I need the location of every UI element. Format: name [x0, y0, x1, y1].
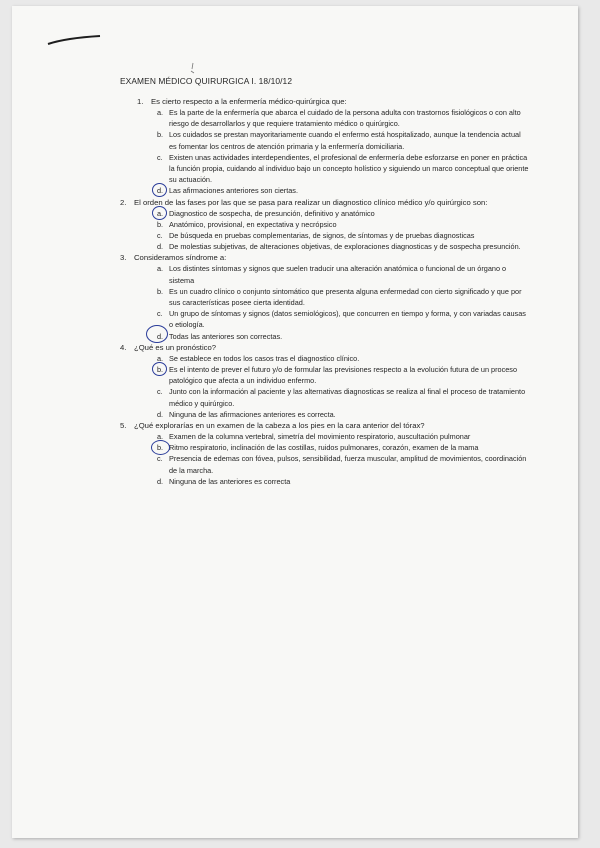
option-text: Existen unas actividades interdependientes, el profesional de enfermería debe esforzarse en poner en práctica la función propia, cuidando al individuo bajo un concepto holístico y siguiendo un marco conceptual que oriente su actuación.	[169, 152, 529, 185]
option-a[interactable]	[120, 431, 530, 442]
scanned-page	[12, 6, 578, 838]
option-text: Junto con la información al paciente y las alternativas diagnosticas se realiza al final el proceso de tratamiento médico y quirúrgico.	[169, 387, 526, 408]
option-b[interactable]	[120, 364, 530, 386]
question-number: 3.	[120, 253, 127, 263]
option-a[interactable]	[137, 107, 530, 129]
option-text: Es el intento de prever el futuro y/o de formular las previsiones respecto a la evolución futura de un proceso patológico que afecta a un individuo enfermo.	[169, 365, 518, 386]
option-letter: c.	[157, 231, 163, 241]
option-a[interactable]	[120, 353, 530, 364]
option-letter: d.	[157, 476, 164, 486]
small-pen-mark	[188, 62, 198, 76]
option-list	[120, 208, 530, 253]
option-text: Se establece en todos los casos tras el diagnostico clínico.	[169, 353, 360, 363]
option-list	[120, 431, 530, 487]
option-c[interactable]	[120, 386, 530, 408]
option-letter: b.	[157, 365, 164, 375]
option-text: Ritmo respiratorio, inclinación de las costillas, ruidos pulmonares, corazón, examen de la mama	[169, 443, 479, 453]
option-d[interactable]	[120, 409, 530, 420]
option-letter: b.	[157, 219, 164, 229]
question-number: 1.	[137, 97, 144, 106]
option-list	[120, 353, 530, 420]
question-number: 4.	[120, 342, 127, 352]
option-text: Todas las anteriores son correctas.	[169, 331, 283, 341]
option-letter: d.	[157, 242, 164, 252]
option-d[interactable]	[120, 331, 530, 342]
option-c[interactable]	[120, 308, 530, 330]
option-b[interactable]	[120, 442, 530, 453]
option-text: Ninguna de las anteriores es correcta	[169, 476, 291, 486]
question-text: Consideramos síndrome a:	[134, 253, 227, 263]
option-text: Presencia de edemas con fóvea, pulsos, sensibilidad, fuerza muscular, amplitud de movimientos, coordinación de la marcha.	[169, 454, 527, 475]
option-c[interactable]	[137, 152, 530, 186]
question-3	[120, 252, 530, 341]
option-text: De molestias subjetivas, de alteraciones objetivas, de exploraciones diagnosticas y de sospecha presunción.	[169, 242, 521, 252]
option-letter: d.	[157, 186, 164, 196]
question-1	[137, 96, 530, 197]
option-letter: c.	[157, 387, 163, 397]
question-text: ¿Qué explorarías en un examen de la cabeza a los pies en la cara anterior del tórax?	[134, 421, 425, 431]
option-d[interactable]	[137, 185, 530, 196]
question-number: 5.	[120, 421, 127, 431]
option-c[interactable]	[120, 230, 530, 241]
option-text: Ninguna de las afirmaciones anteriores es correcta.	[169, 409, 336, 419]
option-letter: a.	[157, 264, 164, 274]
option-letter: d.	[157, 409, 164, 419]
pen-stroke-mark	[46, 30, 106, 50]
option-list	[137, 107, 530, 197]
option-letter: a.	[157, 432, 164, 442]
option-text: Las afirmaciones anteriores son ciertas.	[169, 186, 298, 196]
option-letter: a.	[157, 353, 164, 363]
question-text: El orden de las fases por las que se pasa para realizar un diagnostico clínico médico y/o quirúrgico son:	[134, 197, 488, 207]
exam-title: EXAMEN MÉDICO QUIRURGICA I. 18/10/12	[120, 76, 293, 86]
option-letter: b.	[157, 443, 164, 453]
option-b[interactable]	[137, 129, 530, 151]
option-d[interactable]	[120, 476, 530, 487]
option-text: Diagnostico de sospecha, de presunción, definitivo y anatómico	[169, 208, 375, 218]
option-text: Anatómico, provisional, en expectativa y necrópsico	[169, 219, 337, 229]
option-letter: d.	[157, 331, 164, 341]
option-text: Es un cuadro clínico o conjunto sintomático que presenta alguna enfermedad con cierto significado y que por sus características posee cierta identidad.	[169, 286, 522, 308]
question-4	[120, 342, 530, 420]
option-a[interactable]	[120, 263, 530, 285]
option-letter: c.	[157, 309, 163, 319]
option-a[interactable]	[120, 208, 530, 219]
question-5	[120, 420, 530, 487]
option-letter: b.	[157, 130, 164, 140]
option-text: Examen de la columna vertebral, simetría del movimiento respiratorio, auscultación pulmonar	[169, 432, 471, 442]
option-text: De búsqueda en pruebas complementarias, de signos, de síntomas y de pruebas diagnosticas	[169, 231, 475, 241]
option-text: Los cuidados se prestan mayoritariamente cuando el enfermo está hospitalizado, aunque la tendencia actual es fomentar los centros de atención primaria y la enfermería domiciliaria.	[169, 130, 521, 151]
option-text: Los distintes síntomas y signos que suelen traducir una alteración anatómica o funcional de un órgano o sistema	[169, 264, 507, 285]
question-text: Es cierto respecto a la enfermería médico-quirúrgica que:	[151, 97, 347, 106]
option-text: Es la parte de la enfermería que abarca el cuidado de la persona adulta con trastornos fisiológicos o con alto riesgo de desarrollarlos y que requiere tratamiento médico o quirúrgico.	[169, 108, 521, 129]
option-c[interactable]	[120, 453, 530, 475]
question-text: ¿Qué es un pronóstico?	[134, 342, 217, 352]
exam-content	[120, 76, 530, 487]
question-number: 2.	[120, 197, 127, 207]
option-letter: a.	[157, 108, 164, 117]
option-b[interactable]	[120, 286, 530, 308]
option-letter: c.	[157, 454, 163, 464]
option-letter: b.	[157, 286, 164, 296]
option-letter: c.	[157, 152, 163, 162]
option-b[interactable]	[120, 219, 530, 230]
option-letter: a.	[157, 208, 164, 218]
option-list	[120, 263, 530, 341]
question-2	[120, 197, 530, 253]
option-text: Un grupo de síntomas y signos (datos semiológicos), que concurren en tiempo y forma, y con variadas causas o etiología.	[169, 309, 526, 330]
option-d[interactable]	[120, 241, 530, 252]
